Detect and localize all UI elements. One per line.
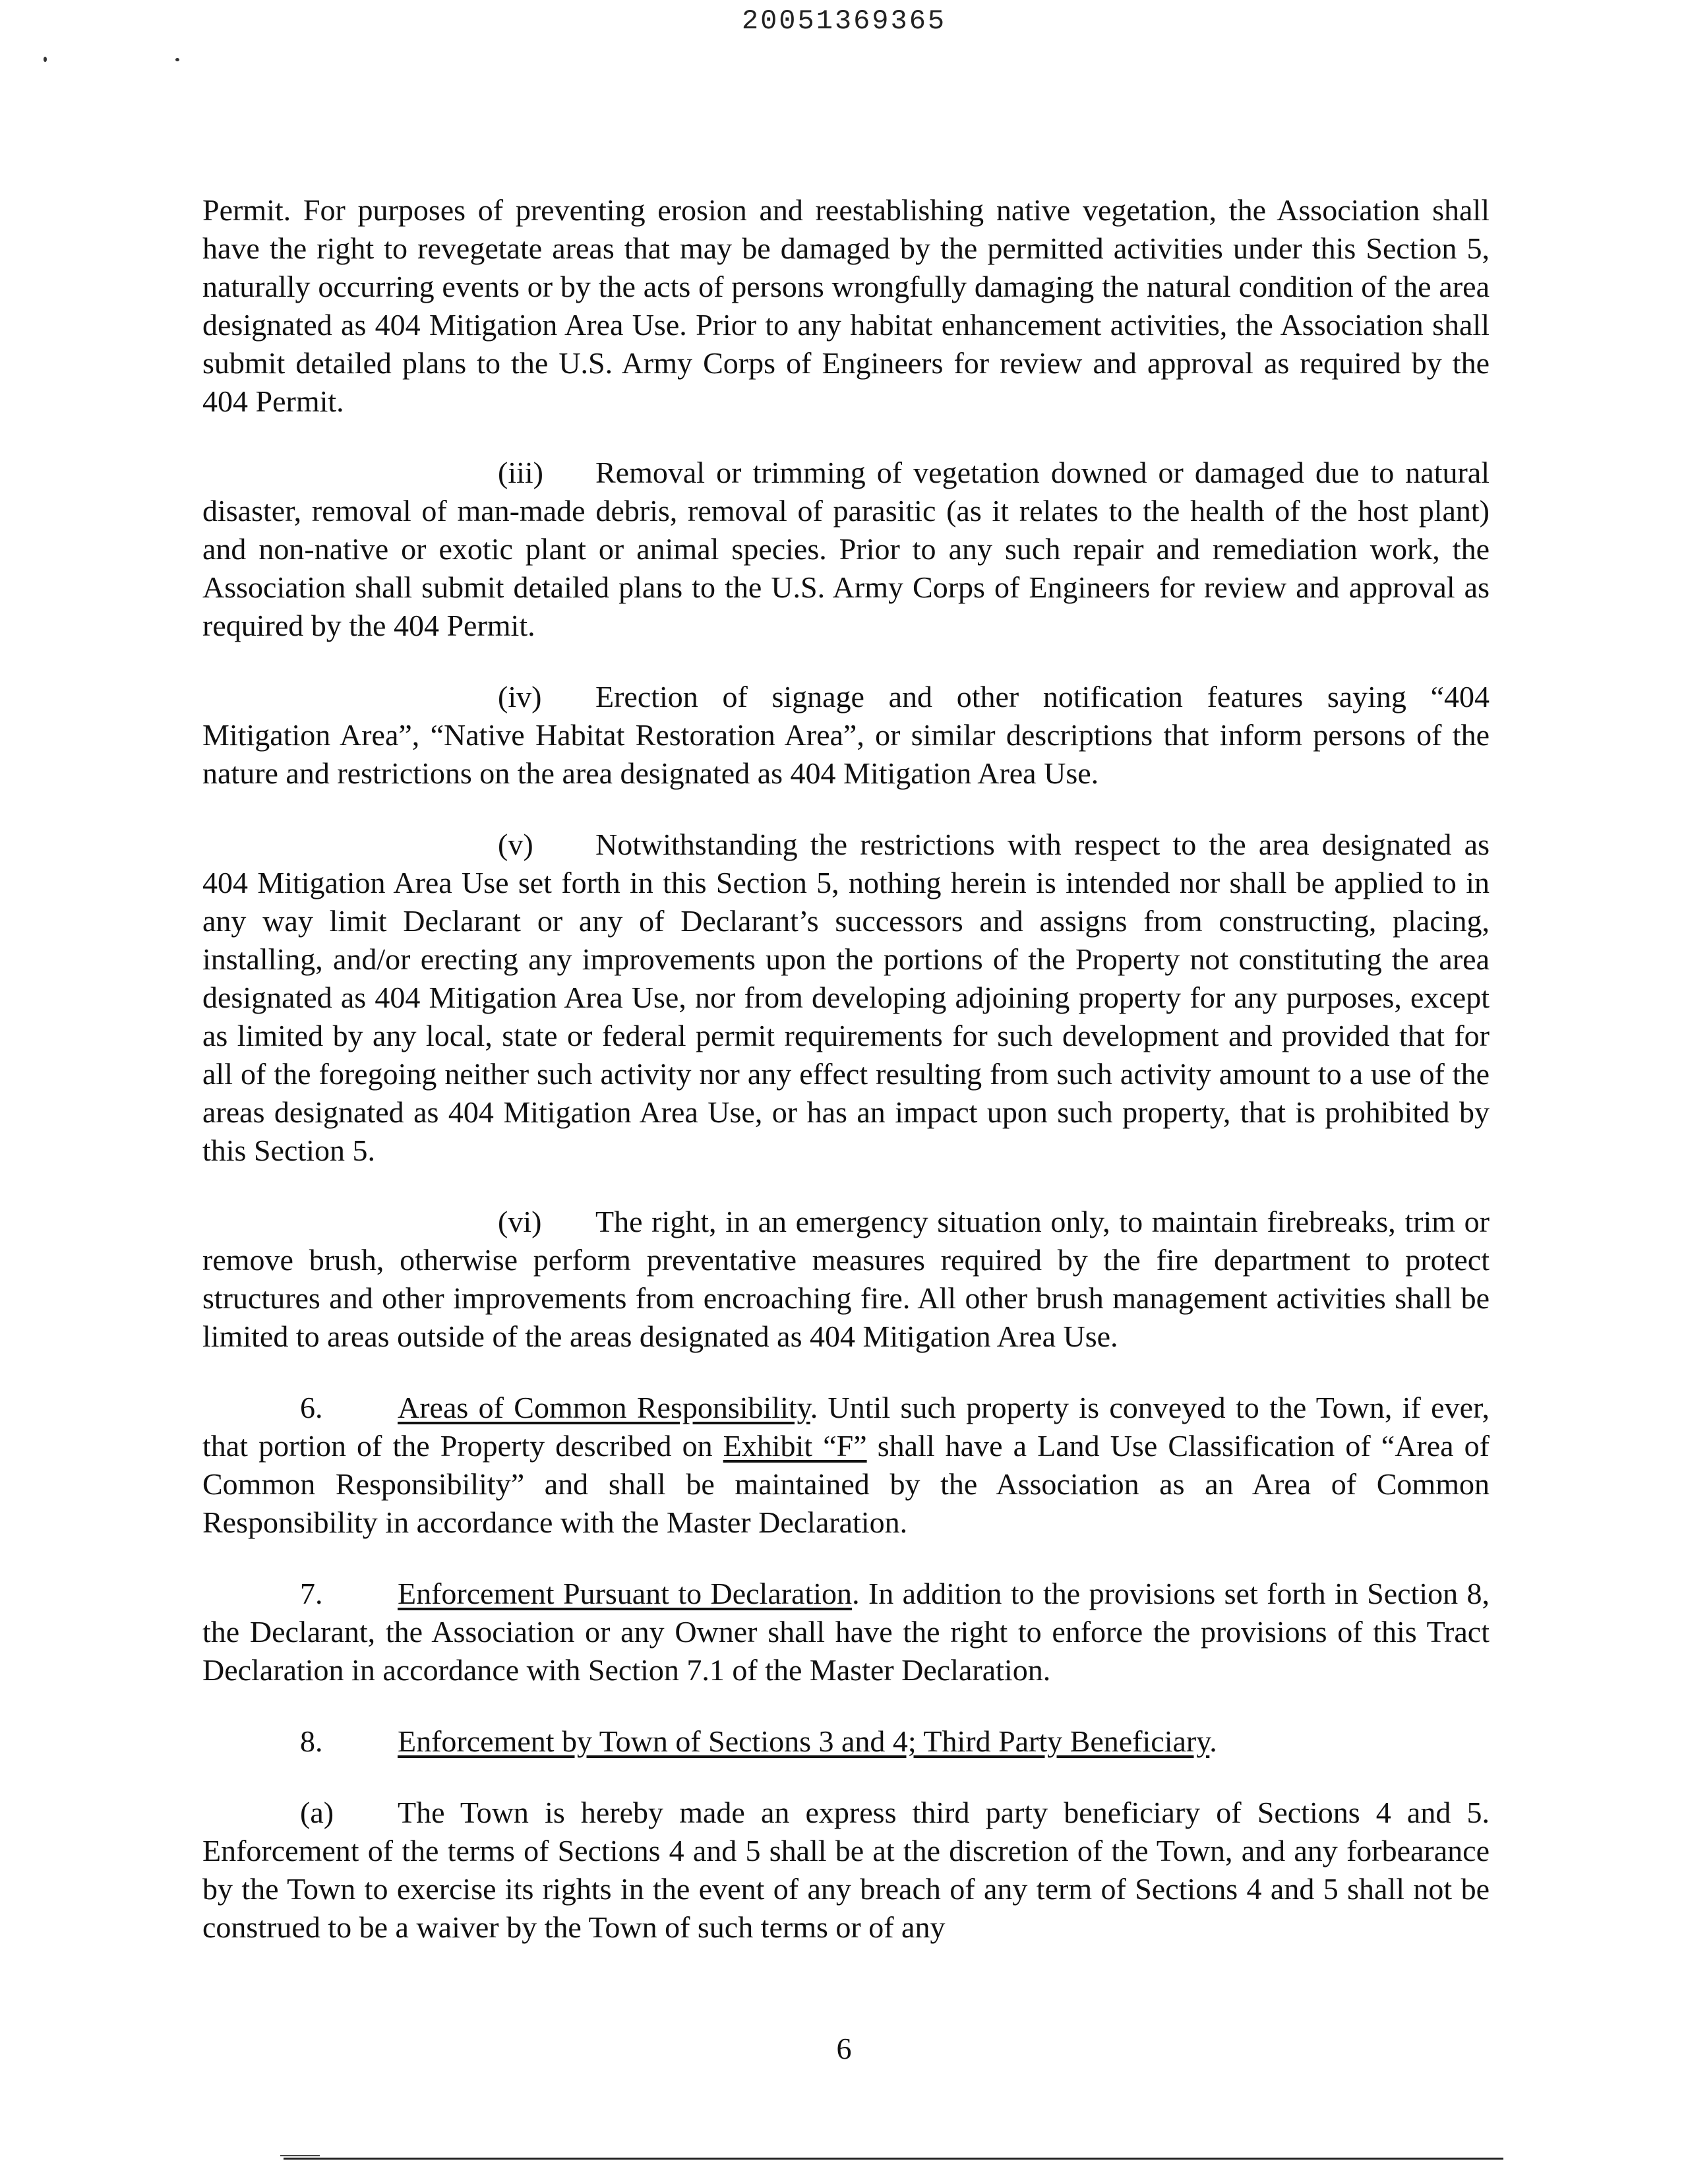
paragraph-text: shall have a Land Use Classification of “Area of Common Responsibility” and shall be maintained by the Association as an Area of Common Responsibility in accordance with the Master Declaration. xyxy=(202,1429,1490,1539)
scan-speck xyxy=(44,57,47,62)
paragraph-a xyxy=(202,1794,1490,1947)
paragraph-text: . In addition to the provisions set forth in Section 8, the Declarant, the Association or any Owner shall have the right to enforce the provisions of this Tract Declaration in accordance with Section 7.1 of the Master Declaration. xyxy=(202,1577,1490,1687)
paragraph-text: The Town is hereby made an express third party beneficiary of Sections 4 and 5. Enforcement of the terms of Sections 4 and 5 shall be at the discretion of the Town, and any forbearance by the Town to exercise its rights in the event of any breach of any term of Sections 4 and 5 shall not be construed to be a waiver by the Town of such terms or of any xyxy=(202,1796,1490,1944)
paragraph-v xyxy=(202,826,1490,1170)
paragraph-iii xyxy=(202,454,1490,645)
bottom-rule xyxy=(284,2158,1503,2160)
document-body xyxy=(202,191,1490,1980)
heading-period: . xyxy=(1209,1724,1217,1758)
paragraph-text: The right, in an emergency situation only, to maintain firebreaks, trim or remove brush, otherwise perform preventative measures required by the fire department to protect structures and other improvements from encroaching fire. All other brush management activities shall be limited to areas outside of the areas designated as 404 Mitigation Area Use. xyxy=(202,1205,1490,1353)
paragraph-text: Notwithstanding the restrictions with respect to the area designated as 404 Mitigation Area Use set forth in this Section 5, nothing herein is intended nor shall be applied to in any way limit Declarant or any of Declarant’s successors and assigns from constructing, placing, installing, and/or erecting any improvements upon the portions of the Property not constituting the area designated as 404 Mitigation Area Use, nor from developing adjoining property for any purposes, except as limited by any local, state or federal permit requirements for such development and provided that for all of the foregoing neither such activity nor any effect resulting from such activity amount to a use of the areas designated as 404 Mitigation Area Use, or has an impact upon such property, that is prohibited by this Section 5. xyxy=(202,828,1490,1167)
scan-speck xyxy=(175,58,179,61)
paragraph-vi xyxy=(202,1203,1490,1356)
section-8-heading xyxy=(202,1722,1490,1761)
section-number: 8. xyxy=(300,1724,323,1758)
section-number: 7. xyxy=(300,1577,323,1610)
exhibit-reference: Exhibit “F” xyxy=(723,1429,867,1463)
paragraph-text: Removal or trimming of vegetation downed or damaged due to natural disaster, removal of man-made debris, removal of parasitic (as it relates to the health of the host plant) and non-native or exotic plant or animal species. Prior to any such repair and remediation work, the Association shall submit detailed plans to the U.S. Army Corps of Engineers for review and approval as required by the 404 Permit. xyxy=(202,456,1490,642)
paragraph-text: . Until such property is conveyed to the Town, if ever, that portion of the Property described on xyxy=(202,1391,1490,1463)
paragraph-permit-continuation: Permit. For purposes of preventing erosion and reestablishing native vegetation, the Association shall have the right to revegetate areas that may be damaged by the permitted activities under this Section 5, naturally occurring events or by the acts of persons wrongfully damaging the natural condition of the area designated as 404 Mitigation Area Use. Prior to any habitat enhancement activities, the Association shall submit detailed plans to the U.S. Army Corps of Engineers for review and approval as required by the 404 Permit. xyxy=(202,193,1490,418)
section-7 xyxy=(202,1575,1490,1689)
subsection-marker: (a) xyxy=(300,1796,334,1829)
paragraph-iv xyxy=(202,678,1490,793)
section-number: 6. xyxy=(300,1391,323,1424)
section-6 xyxy=(202,1389,1490,1542)
subsection-marker: (iv) xyxy=(498,680,542,713)
section-heading: Areas of Common Responsibility xyxy=(398,1391,810,1424)
page-number: 6 xyxy=(836,2032,852,2065)
scan-artifact-dash xyxy=(280,2155,320,2156)
subsection-marker: (v) xyxy=(498,828,533,861)
section-heading: Enforcement Pursuant to Declaration xyxy=(398,1577,853,1610)
paragraph-text: Erection of signage and other notification features saying “404 Mitigation Area”, “Native Habitat Restoration Area”, or similar descriptions that inform persons of the nature and restrictions on the area designated as 404 Mitigation Area Use. xyxy=(202,680,1490,790)
document-id-header: 20051369365 xyxy=(741,5,947,37)
section-heading: Enforcement by Town of Sections 3 and 4; Third Party Beneficiary xyxy=(398,1724,1210,1758)
subsection-marker: (iii) xyxy=(498,456,543,489)
subsection-marker: (vi) xyxy=(498,1205,542,1238)
